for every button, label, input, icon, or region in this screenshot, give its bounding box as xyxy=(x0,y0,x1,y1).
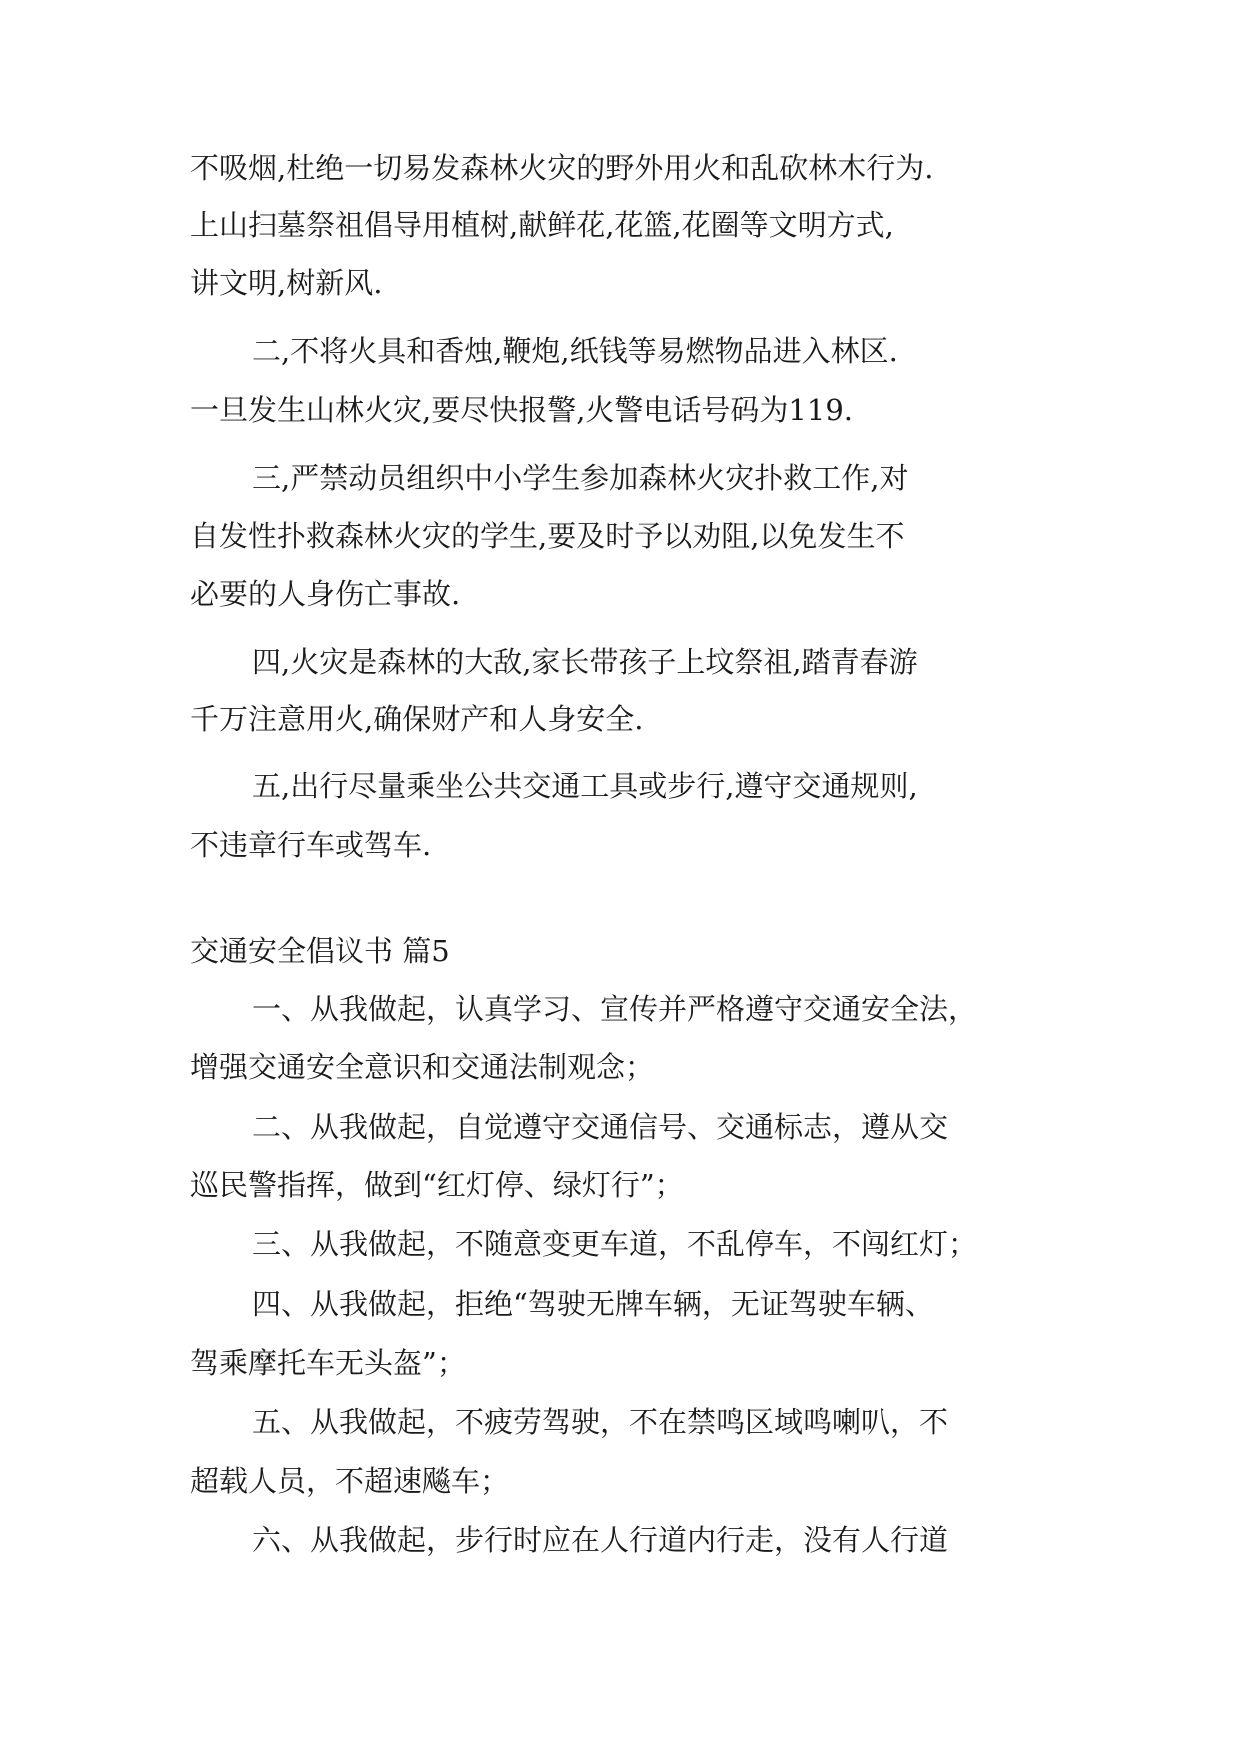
paragraph-line: 驾乘摩托车无头盔”； xyxy=(190,1346,466,1380)
paragraph-line: 二、从我做起，自觉遵守交通信号、交通标志，遵从交 xyxy=(252,1110,949,1144)
paragraph-line: 四、从我做起，拒绝“驾驶无牌车辆，无证驾驶车辆、 xyxy=(252,1287,934,1321)
paragraph-line: 五,出行尽量乘坐公共交通工具或步行,遵守交通规则, xyxy=(252,769,918,803)
paragraph-line: 千万注意用火,确保财产和人身安全. xyxy=(190,702,644,736)
paragraph-line: 巡民警指挥，做到“红灯停、绿灯行”； xyxy=(190,1168,684,1202)
section-heading: 交通安全倡议书 篇5 xyxy=(190,934,450,968)
paragraph-line: 不违章行车或驾车. xyxy=(190,828,432,862)
paragraph-line: 必要的人身伤亡事故. xyxy=(190,577,461,611)
paragraph-line: 一、从我做起，认真学习、宣传并严格遵守交通安全法， xyxy=(252,992,978,1026)
paragraph-line: 四,火灾是森林的大敌,家长带孩子上坟祭祖,踏青春游 xyxy=(252,645,918,679)
paragraph-line: 不吸烟,杜绝一切易发森林火灾的野外用火和乱砍林木行为. xyxy=(190,151,934,185)
paragraph-line: 三,严禁动员组织中小学生参加森林火灾扑救工作,对 xyxy=(252,461,909,495)
paragraph-line: 五、从我做起，不疲劳驾驶，不在禁鸣区域鸣喇叭，不 xyxy=(252,1405,949,1439)
paragraph-line: 自发性扑救森林火灾的学生,要及时予以劝阻,以免发生不 xyxy=(190,519,905,553)
paragraph-line: 一旦发生山林火灾,要尽快报警,火警电话号码为119. xyxy=(190,393,854,427)
paragraph-line: 增强交通安全意识和交通法制观念； xyxy=(190,1050,655,1084)
paragraph-line: 上山扫墓祭祖倡导用植树,献鲜花,花篮,花圈等文明方式, xyxy=(190,208,894,242)
paragraph-line: 二,不将火具和香烛,鞭炮,纸钱等易燃物品进入林区. xyxy=(252,334,898,368)
paragraph-line: 六、从我做起，步行时应在人行道内行走，没有人行道 xyxy=(252,1523,949,1557)
paragraph-line: 超载人员，不超速飚车； xyxy=(190,1464,510,1498)
paragraph-line: 讲文明,树新风. xyxy=(190,266,383,300)
paragraph-line: 三、从我做起，不随意变更车道，不乱停车，不闯红灯； xyxy=(252,1227,978,1261)
